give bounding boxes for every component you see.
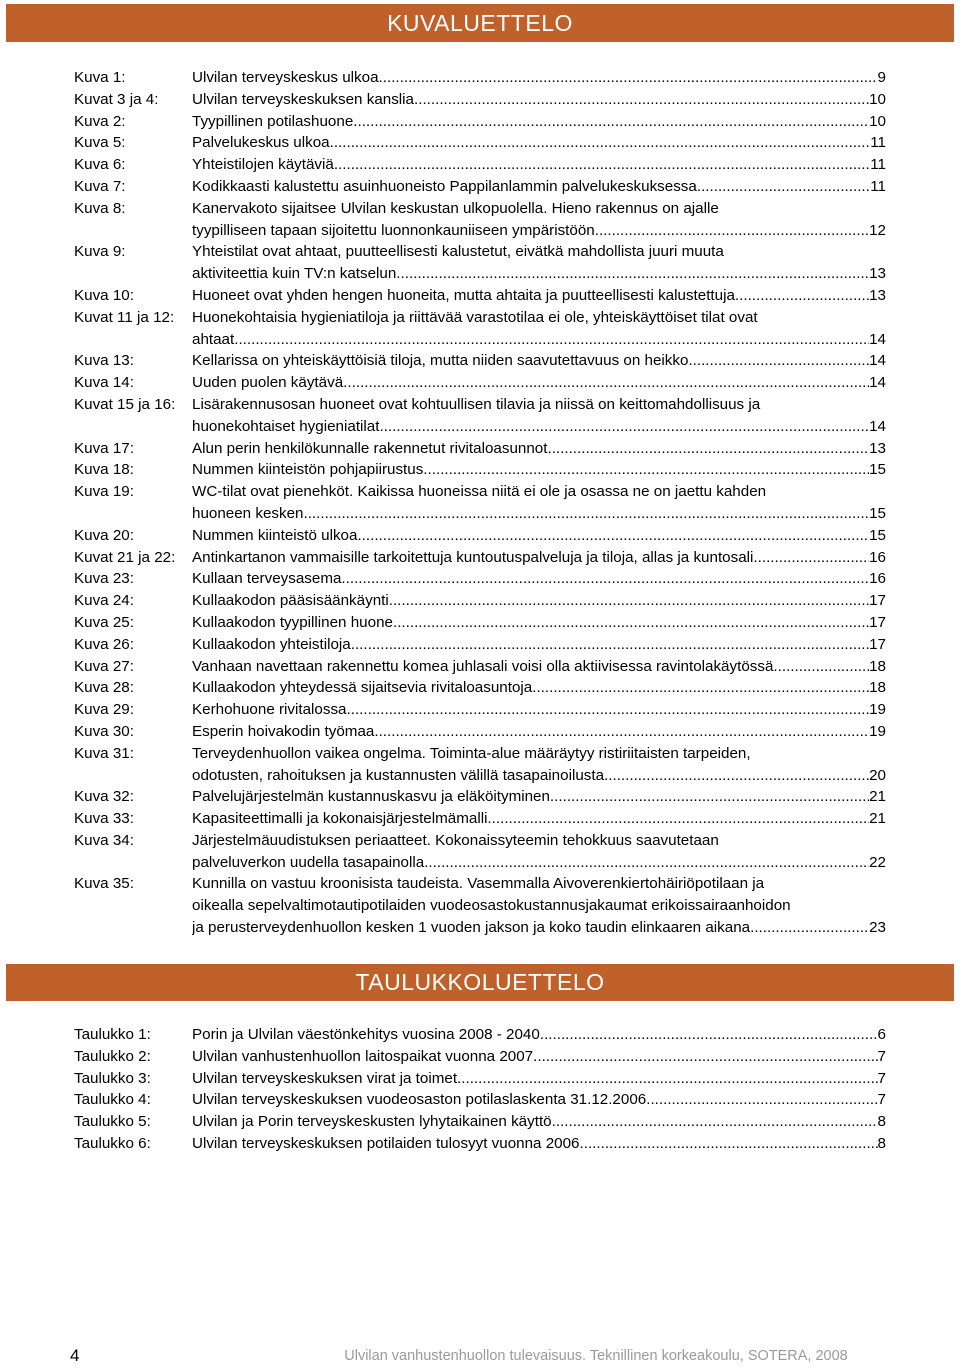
- entry-label: Kuva 1:: [74, 69, 126, 86]
- entry-label: Kuva 34:: [74, 831, 134, 849]
- entry-caption-text: ahtaat.: [192, 330, 239, 348]
- entry-caption-last-line: [192, 220, 886, 242]
- footer: [0, 1348, 960, 1364]
- entry-caption: [192, 1024, 886, 1046]
- dot-leader: [351, 699, 869, 721]
- entry-label: Kuva 13:: [74, 352, 134, 370]
- entry-caption: [192, 786, 886, 808]
- entry-label: Kuva 9:: [74, 243, 126, 261]
- entry-page-number: 20: [869, 766, 886, 784]
- figure-entry[interactable]: [74, 568, 886, 590]
- entry-caption-text: ja perusterveydenhuollon kesken 1 vuoden jakson ja koko taudin elinkaaren aikana.: [192, 919, 755, 937]
- entry-label: Kuva 18:: [74, 461, 134, 479]
- entry-page-number: 9: [877, 69, 886, 86]
- figure-entry[interactable]: [74, 677, 886, 699]
- entry-page-number: 17: [869, 613, 886, 631]
- figure-entry[interactable]: [74, 547, 886, 569]
- entry-caption-last-line: [192, 699, 886, 721]
- entry-page-number: 17: [869, 592, 886, 610]
- table-entry[interactable]: [74, 1133, 886, 1155]
- entry-caption: [192, 634, 886, 656]
- entry-caption-last-line: [192, 154, 886, 176]
- dot-leader: [355, 634, 869, 656]
- entry-caption-last-line: [192, 547, 886, 569]
- entry-caption: [192, 285, 886, 307]
- entry-label: Kuvat 15 ja 16:: [74, 395, 176, 413]
- entry-caption-text: tyypilliseen tapaan sijoitettu luonnonkauniiseen ympäristöön.: [192, 221, 599, 239]
- entry-caption: [192, 394, 886, 438]
- dot-leader: [362, 525, 869, 547]
- dot-leader: [347, 372, 869, 394]
- dot-leader: [338, 154, 870, 176]
- figure-entry[interactable]: [74, 525, 886, 547]
- figures-heading: KUVALUETTELO: [387, 10, 573, 36]
- entry-caption-text: huonekohtaiset hygieniatilat.: [192, 417, 384, 435]
- entry-label: Kuva 14:: [74, 374, 134, 392]
- entry-caption-last-line: [192, 111, 886, 133]
- entry-caption-last-line: [192, 1024, 886, 1046]
- entry-label: Kuva 31:: [74, 744, 134, 762]
- figure-entry[interactable]: [74, 590, 886, 612]
- entry-label: Kuva 7:: [74, 177, 126, 195]
- entry-caption-text: Kullaakodon yhteistiloja.: [192, 635, 355, 653]
- entry-page-number: 15: [869, 461, 886, 479]
- dot-leader: [393, 590, 869, 612]
- entry-caption-last-line: [192, 285, 886, 307]
- dot-leader: [608, 765, 869, 787]
- entry-caption-text: palveluverkon uudella tasapainolla.: [192, 853, 429, 871]
- entry-label: Kuva 19:: [74, 483, 134, 501]
- entry-caption: [192, 743, 886, 787]
- figure-entry[interactable]: [74, 808, 886, 830]
- entry-page-number: 14: [869, 417, 886, 435]
- entry-label: Kuva 2:: [74, 112, 126, 130]
- entry-caption-text: Palvelukeskus ulkoa.: [192, 134, 334, 152]
- entry-caption-last-line: [192, 1133, 886, 1155]
- entry-caption-last-line: [192, 89, 886, 111]
- dot-leader: [739, 285, 869, 307]
- entry-page-number: 6: [877, 1026, 886, 1043]
- entry-caption-text: Alun perin henkilökunnalle rakennetut rivitaloasunnot.: [192, 439, 552, 457]
- dot-leader: [357, 111, 869, 133]
- entry-caption-last-line: [192, 808, 886, 830]
- entry-label: Kuva 26:: [74, 635, 134, 653]
- entry-caption-text: Nummen kiinteistö ulkoa.: [192, 526, 362, 544]
- page-number: 4: [70, 1346, 80, 1365]
- figures-heading-banner: [6, 4, 954, 42]
- dot-leader: [384, 416, 869, 438]
- entry-caption: [192, 568, 886, 590]
- figure-entry[interactable]: [74, 372, 886, 394]
- entry-page-number: 23: [869, 919, 886, 937]
- figure-entry[interactable]: [74, 656, 886, 678]
- table-entry[interactable]: [74, 1046, 886, 1068]
- entry-caption-text: Palvelujärjestelmän kustannuskasvu ja eläköityminen.: [192, 788, 555, 806]
- entry-caption: [192, 656, 886, 678]
- entry-page-number: 22: [869, 853, 886, 871]
- dot-leader: [428, 459, 870, 481]
- entry-caption: [192, 808, 886, 830]
- dot-leader: [599, 220, 869, 242]
- figure-entry[interactable]: [74, 873, 886, 938]
- entry-caption-last-line: [192, 263, 886, 285]
- entry-caption-line: Kunnilla on vastuu kroonisista taudeista. Vasemmalla Aivoverenkiertohäiriöpotilaan ja: [192, 875, 765, 893]
- entry-label: Kuva 5:: [74, 134, 126, 152]
- entry-page-number: 11: [870, 156, 886, 174]
- figure-entry[interactable]: [74, 830, 886, 874]
- entry-page-number: 8: [877, 1134, 886, 1152]
- entry-page-number: 15: [869, 526, 886, 544]
- dot-leader: [308, 503, 869, 525]
- entry-caption-text: Esperin hoivakodin työmaa.: [192, 722, 379, 740]
- dot-leader: [346, 568, 869, 590]
- figure-entry[interactable]: [74, 634, 886, 656]
- entry-label: Kuva 6:: [74, 156, 126, 174]
- entry-caption: [192, 176, 886, 198]
- entry-caption-text: Ulvilan terveyskeskuksen kanslia.: [192, 90, 419, 108]
- entry-caption: [192, 372, 886, 394]
- entry-caption-last-line: [192, 329, 886, 351]
- entry-caption-last-line: [192, 656, 886, 678]
- dot-leader: [778, 656, 869, 678]
- entry-caption-text: Kullaan terveysasema.: [192, 570, 346, 588]
- entry-caption-text: Yhteistilojen käytäviä.: [192, 156, 339, 174]
- entry-caption-last-line: [192, 67, 886, 89]
- entry-label: Taulukko 5:: [74, 1113, 151, 1131]
- dot-leader: [537, 1046, 877, 1068]
- entry-label: Kuvat 3 ja 4:: [74, 90, 159, 108]
- entry-caption-last-line: [192, 765, 886, 787]
- entry-caption-last-line: [192, 459, 886, 481]
- figure-entry[interactable]: [74, 307, 886, 351]
- entry-page-number: 12: [869, 221, 886, 239]
- entry-caption: [192, 89, 886, 111]
- entry-caption-last-line: [192, 852, 886, 874]
- entry-page-number: 7: [877, 1091, 886, 1109]
- entry-label: Kuva 35:: [74, 875, 134, 893]
- figure-entry[interactable]: [74, 111, 886, 133]
- entry-caption: [192, 459, 886, 481]
- entry-label: Kuva 33:: [74, 810, 134, 828]
- entry-caption-text: Nummen kiinteistön pohjapiirustus.: [192, 461, 428, 479]
- dot-leader: [556, 1111, 878, 1133]
- entry-caption-last-line: [192, 1089, 886, 1111]
- entry-caption-text: Ulvilan vanhustenhuollon laitospaikat vuonna 2007.: [192, 1047, 538, 1065]
- entry-caption-text: Ulvilan terveyskeskuksen virat ja toimet.: [192, 1069, 462, 1087]
- entry-caption-text: huoneen kesken.: [192, 504, 308, 522]
- dot-leader: [544, 1024, 877, 1046]
- table-entry[interactable]: [74, 1111, 886, 1133]
- entry-page-number: 10: [869, 90, 886, 108]
- entry-caption-last-line: [192, 568, 886, 590]
- entry-label: Kuva 8:: [74, 199, 126, 217]
- dot-leader: [554, 786, 869, 808]
- figure-entry[interactable]: [74, 743, 886, 787]
- entry-caption: [192, 1068, 886, 1090]
- entry-page-number: 11: [870, 134, 886, 152]
- tables-heading: TAULUKKOLUETTELO: [355, 969, 605, 995]
- entry-caption-text: Ulvilan terveyskeskuksen vuodeosaston potilaslaskenta 31.12.2006.: [192, 1091, 651, 1109]
- entry-page-number: 19: [869, 701, 886, 719]
- entry-label: Taulukko 3:: [74, 1069, 151, 1087]
- entry-caption: [192, 873, 886, 938]
- dot-leader: [238, 329, 869, 351]
- entry-caption-text: Ulvilan terveyskeskus ulkoa.: [192, 69, 383, 86]
- entry-label: Taulukko 1:: [74, 1026, 151, 1043]
- table-entry[interactable]: [74, 1024, 886, 1046]
- entry-caption-text: aktiviteettia kuin TV:n katselun.: [192, 265, 401, 283]
- dot-leader: [461, 1068, 877, 1090]
- figure-entry[interactable]: [74, 285, 886, 307]
- entry-caption-last-line: [192, 677, 886, 699]
- entry-caption-text: Kullaakodon pääsisäänkäynti.: [192, 592, 393, 610]
- entry-caption-line: Terveydenhuollon vaikea ongelma. Toiminta-alue määräytyy ristiriitaisten tarpeiden,: [192, 744, 751, 762]
- dot-leader: [397, 612, 869, 634]
- dot-leader: [536, 677, 869, 699]
- entry-label: Taulukko 6:: [74, 1134, 151, 1152]
- entry-label: Kuva 23:: [74, 570, 134, 588]
- entry-caption: [192, 307, 886, 351]
- entry-label: Kuva 28:: [74, 679, 134, 697]
- dot-leader: [428, 852, 869, 874]
- entry-caption-text: Uuden puolen käytävä.: [192, 374, 348, 392]
- entry-label: Kuva 24:: [74, 592, 134, 610]
- entry-page-number: 8: [877, 1113, 886, 1131]
- entry-page-number: 13: [869, 286, 886, 304]
- entry-caption: [192, 590, 886, 612]
- entry-label: Kuva 10:: [74, 286, 134, 304]
- figure-entry[interactable]: [74, 67, 886, 89]
- footer-text: Ulvilan vanhustenhuollon tulevaisuus. Teknillinen korkeakoulu, SOTERA, 2008: [344, 1348, 848, 1364]
- entry-page-number: 14: [869, 352, 886, 370]
- entry-page-number: 7: [877, 1047, 886, 1065]
- entry-caption-last-line: [192, 416, 886, 438]
- entry-caption-text: Ulvilan ja Porin terveyskeskusten lyhytaikainen käyttö.: [192, 1113, 556, 1131]
- entry-caption-line: Kanervakoto sijaitsee Ulvilan keskustan ulkopuolella. Hieno rakennus on ajalle: [192, 199, 719, 217]
- entry-page-number: 21: [869, 810, 886, 828]
- entry-caption: [192, 481, 886, 525]
- entry-caption: [192, 198, 886, 242]
- entry-caption: [192, 830, 886, 874]
- entry-page-number: 11: [870, 177, 886, 195]
- entry-caption-line: oikealla sepelvaltimotautipotilaiden vuodeosastokustannusjakaumat erikoissairaanhoidon: [192, 897, 791, 915]
- entry-page-number: 18: [869, 679, 886, 697]
- entry-caption-text: Ulvilan terveyskeskuksen potilaiden tulosyyt vuonna 2006.: [192, 1134, 584, 1152]
- figure-entry[interactable]: [74, 198, 886, 242]
- entry-caption-last-line: [192, 372, 886, 394]
- entry-caption: [192, 438, 886, 460]
- entry-caption-text: Porin ja Ulvilan väestönkehitys vuosina 2008 - 2040.: [192, 1026, 545, 1043]
- entry-caption-line: WC-tilat ovat pienehköt. Kaikissa huoneissa niitä ei ole ja osassa ne on jaettu kahden: [192, 483, 767, 501]
- dot-leader: [650, 1089, 877, 1111]
- entry-label: Kuvat 21 ja 22:: [74, 548, 176, 566]
- entry-page-number: 17: [869, 635, 886, 653]
- entry-label: Kuvat 11 ja 12:: [74, 308, 175, 326]
- figure-entry[interactable]: [74, 394, 886, 438]
- entry-caption: [192, 241, 886, 285]
- dot-leader: [379, 721, 870, 743]
- entry-caption: [192, 525, 886, 547]
- entry-caption-text: Kullaakodon tyypillinen huone.: [192, 613, 398, 631]
- entry-page-number: 14: [869, 374, 886, 392]
- entry-page-number: 16: [869, 548, 886, 566]
- entry-label: Kuva 27:: [74, 657, 134, 675]
- figure-entry[interactable]: [74, 459, 886, 481]
- entry-page-number: 18: [869, 657, 886, 675]
- figure-entry[interactable]: [74, 241, 886, 285]
- entry-caption: [192, 111, 886, 133]
- figure-entry[interactable]: [74, 176, 886, 198]
- entry-label: Kuva 29:: [74, 701, 134, 719]
- entry-caption-last-line: [192, 1111, 886, 1133]
- figure-entry[interactable]: [74, 721, 886, 743]
- entry-page-number: 16: [869, 570, 886, 588]
- entry-caption: [192, 1111, 886, 1133]
- dot-leader: [754, 917, 869, 939]
- entry-page-number: 21: [869, 788, 886, 806]
- table-list: [74, 1024, 886, 1155]
- entry-caption-text: Kellarissa on yhteiskäyttöisiä tiloja, mutta niiden saavutettavuus on heikko.: [192, 352, 693, 370]
- entry-caption: [192, 612, 886, 634]
- dot-leader: [334, 132, 870, 154]
- entry-caption-line: Lisärakennusosan huoneet ovat kohtuullisen tilavia ja niissä on keittomahdollisuus ja: [192, 395, 761, 413]
- entry-caption: [192, 1089, 886, 1111]
- entry-caption: [192, 1133, 886, 1155]
- figure-entry[interactable]: [74, 89, 886, 111]
- figure-entry[interactable]: [74, 481, 886, 525]
- entry-caption-last-line: [192, 590, 886, 612]
- entry-caption-last-line: [192, 721, 886, 743]
- entry-caption-last-line: [192, 525, 886, 547]
- entry-caption-text: Kerhohuone rivitalossa.: [192, 701, 351, 719]
- entry-page-number: 19: [869, 722, 886, 740]
- entry-caption-last-line: [192, 1046, 886, 1068]
- entry-caption-line: Järjestelmäuudistuksen periaatteet. Kokonaissyteemin tehokkuus saavutetaan: [192, 831, 719, 849]
- entry-caption: [192, 699, 886, 721]
- figure-entry[interactable]: [74, 154, 886, 176]
- entry-caption-text: Vanhaan navettaan rakennettu komea juhlasali voisi olla aktiivisessa ravintolakäytössä.: [192, 657, 778, 675]
- entry-caption-text: Antinkartanon vammaisille tarkoitettuja kuntoutuspalveluja ja tiloja, allas ja kuntosali.: [192, 548, 758, 566]
- entry-caption-text: Kodikkaasti kalustettu asuinhuoneisto Pappilanlammin palvelukeskuksessa.: [192, 177, 702, 195]
- entry-label: Kuva 17:: [74, 439, 134, 457]
- figure-entry[interactable]: [74, 350, 886, 372]
- entry-page-number: 7: [877, 1069, 886, 1087]
- entry-caption-last-line: [192, 350, 886, 372]
- entry-label: Taulukko 4:: [74, 1091, 151, 1109]
- entry-caption: [192, 132, 886, 154]
- figure-list: [74, 67, 886, 939]
- entry-caption-last-line: [192, 438, 886, 460]
- figure-entry[interactable]: [74, 699, 886, 721]
- entry-caption: [192, 67, 886, 89]
- dot-leader: [701, 176, 870, 198]
- entry-caption-text: Huoneet ovat yhden hengen huoneita, mutta ahtaita ja puutteellisesti kalustettuja.: [192, 286, 740, 304]
- entry-label: Kuva 30:: [74, 722, 134, 740]
- entry-caption-last-line: [192, 917, 886, 939]
- entry-label: Kuva 25:: [74, 613, 134, 631]
- dot-leader: [383, 67, 878, 89]
- dot-leader: [693, 350, 869, 372]
- entry-caption-last-line: [192, 503, 886, 525]
- entry-caption: [192, 350, 886, 372]
- dot-leader: [492, 808, 869, 830]
- figure-entry[interactable]: [74, 132, 886, 154]
- entry-page-number: 10: [869, 112, 886, 130]
- tables-heading-banner: [6, 964, 954, 1001]
- entry-caption-last-line: [192, 634, 886, 656]
- entry-caption-last-line: [192, 612, 886, 634]
- dot-leader: [401, 263, 870, 285]
- entry-caption-text: Kapasiteettimalli ja kokonaisjärjestelmämalli.: [192, 810, 492, 828]
- figure-entry[interactable]: [74, 786, 886, 808]
- entry-caption-last-line: [192, 1068, 886, 1090]
- table-entry[interactable]: [74, 1089, 886, 1111]
- entry-caption: [192, 547, 886, 569]
- entry-page-number: 14: [869, 330, 886, 348]
- entry-label: Taulukko 2:: [74, 1047, 151, 1065]
- entry-page-number: 15: [869, 504, 886, 522]
- table-entry[interactable]: [74, 1068, 886, 1090]
- figure-entry[interactable]: [74, 438, 886, 460]
- dot-leader: [584, 1133, 878, 1155]
- entry-caption: [192, 721, 886, 743]
- entry-label: Kuva 20:: [74, 526, 134, 544]
- entry-caption-text: Tyypillinen potilashuone.: [192, 112, 358, 130]
- entry-page-number: 13: [869, 265, 886, 283]
- entry-caption: [192, 154, 886, 176]
- entry-caption-last-line: [192, 176, 886, 198]
- entry-caption-line: Huonekohtaisia hygieniatiloja ja riittävää varastotilaa ei ole, yhteiskäyttöiset tilat ovat: [192, 308, 758, 326]
- entry-caption-text: odotusten, rahoituksen ja kustannusten välillä tasapainoilusta.: [192, 766, 609, 784]
- figure-entry[interactable]: [74, 612, 886, 634]
- dot-leader: [418, 89, 869, 111]
- entry-caption-last-line: [192, 132, 886, 154]
- entry-label: Kuva 32:: [74, 788, 134, 806]
- dot-leader: [552, 438, 869, 460]
- entry-caption: [192, 1046, 886, 1068]
- entry-caption: [192, 677, 886, 699]
- entry-caption-text: Kullaakodon yhteydessä sijaitsevia rivitaloasuntoja.: [192, 679, 537, 697]
- entry-caption-last-line: [192, 786, 886, 808]
- entry-caption-line: Yhteistilat ovat ahtaat, puutteellisesti kalustetut, eivätkä mahdollista juuri muuta: [192, 243, 724, 261]
- entry-page-number: 13: [869, 439, 886, 457]
- dot-leader: [758, 547, 869, 569]
